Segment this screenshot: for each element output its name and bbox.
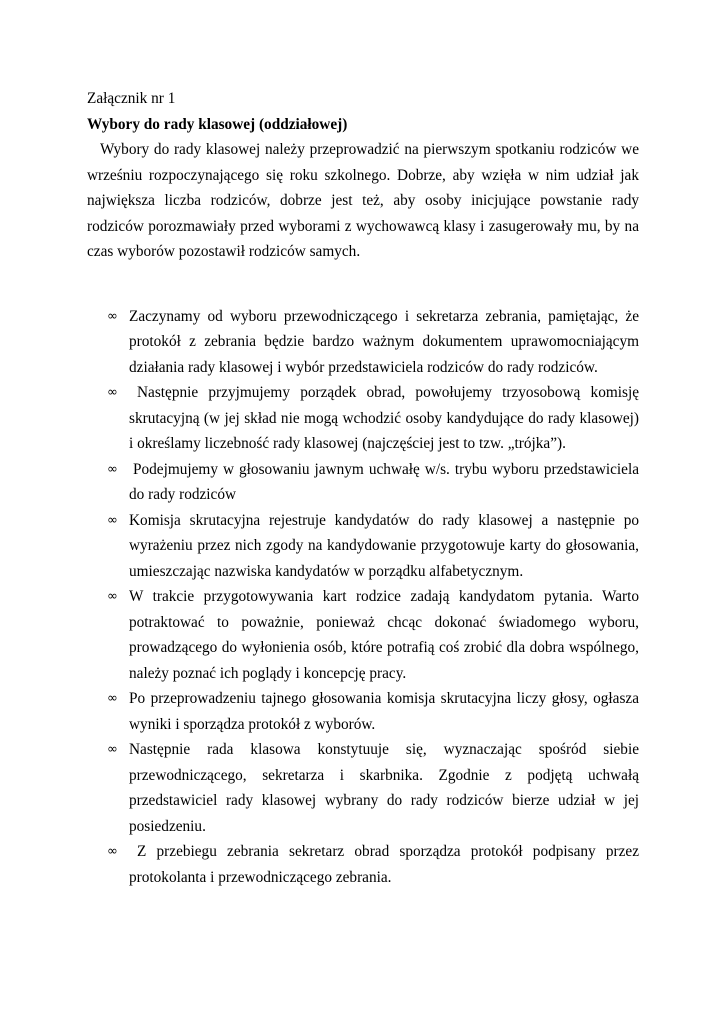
attachment-label: Załącznik nr 1: [87, 90, 176, 107]
infinity-bullet-icon: ∞: [107, 308, 118, 324]
infinity-bullet-icon: ∞: [107, 742, 118, 757]
infinity-bullet-icon: ∞: [107, 385, 118, 400]
list-item-text: W trakcie przygotowywania kart rodzice zadają kandydatom pytania. Warto potraktować to poważnie, ponieważ chcąc dokonać świadomego wyboru, prowadzącego do wyłonienia osób, które potrafią coś zrobić dla dobra wspólnego, należy poznać ich poglądy i koncepcję pracy.: [129, 588, 639, 682]
list-item-text: Zaczynamy od wyboru przewodniczącego i sekretarza zebrania, pamiętając, że protokół z zebrania będzie bardzo ważnym dokumentem uprawomocniającym działania rady klasowej i wybór przedstawiciela rodziców do rady rodziców.: [129, 307, 639, 376]
list-item: [87, 304, 639, 381]
infinity-bullet-icon: ∞: [107, 461, 118, 477]
list-item-text: Następnie rada klasowa konstytuuje się, wyznaczając spośród siebie przewodniczącego, sekretarza i skarbnika. Zgodnie z podjętą uchwałą przedstawiciel rady klasowej wybrany do rady rodziców bierze udział w jej posiedzeniu.: [129, 741, 639, 835]
list-item: [87, 380, 639, 457]
list-item: [87, 508, 639, 585]
document-title: Wybory do rady klasowej (oddziałowej): [87, 115, 348, 133]
list-item: [87, 686, 639, 737]
procedure-list: [87, 304, 639, 891]
infinity-bullet-icon: ∞: [107, 512, 118, 528]
list-item-text: Po przeprowadzeniu tajnego głosowania komisja skrutacyjna liczy głosy, ogłasza wyniki i sporządza protokół z wyborów.: [129, 690, 639, 733]
list-item: [87, 737, 639, 839]
list-item: [87, 457, 639, 508]
infinity-bullet-icon: ∞: [107, 844, 118, 859]
infinity-bullet-icon: ∞: [107, 691, 118, 706]
list-item-text: Komisja skrutacyjna rejestruje kandydatów do rady klasowej a następnie po wyrażeniu przez nich zgody na kandydowanie przygotowuje karty do głosowania, umieszczając nazwiska kandydatów w porządku alfabetycznym.: [129, 511, 639, 580]
document-content: [87, 86, 639, 890]
list-item-text: Następnie przyjmujemy porządek obrad, powołujemy trzyosobową komisję skrutacyjną (w jej skład nie mogą wchodzić osoby kandydujące do rady klasowej) i określamy liczebność rady klasowej (najczęściej jest to tzw. „trójka”).: [129, 384, 639, 452]
infinity-bullet-icon: ∞: [107, 589, 118, 604]
list-item-text: Z przebiegu zebrania sekretarz obrad sporządza protokół podpisany przez protokolanta i przewodniczącego zebrania.: [129, 843, 639, 886]
intro-paragraph: Wybory do rady klasowej należy przeprowadzić na pierwszym spotkaniu rodziców we wrześniu rozpoczynającego się roku szkolnego. Dobrze, aby wzięła w nim udział jak największa liczba rodziców, dobrze jest też, aby osoby inicjujące powstanie rady rodziców porozmawiały przed wyborami z wychowawcą klasy i zasugerowały mu, by na czas wyborów pozostawił rodziców samych.: [87, 141, 639, 260]
list-item: [87, 839, 639, 890]
list-item-text: Podejmujemy w głosowaniu jawnym uchwałę w/s. trybu wyboru przedstawiciela do rady rodziców: [129, 460, 639, 503]
list-item: [87, 584, 639, 686]
